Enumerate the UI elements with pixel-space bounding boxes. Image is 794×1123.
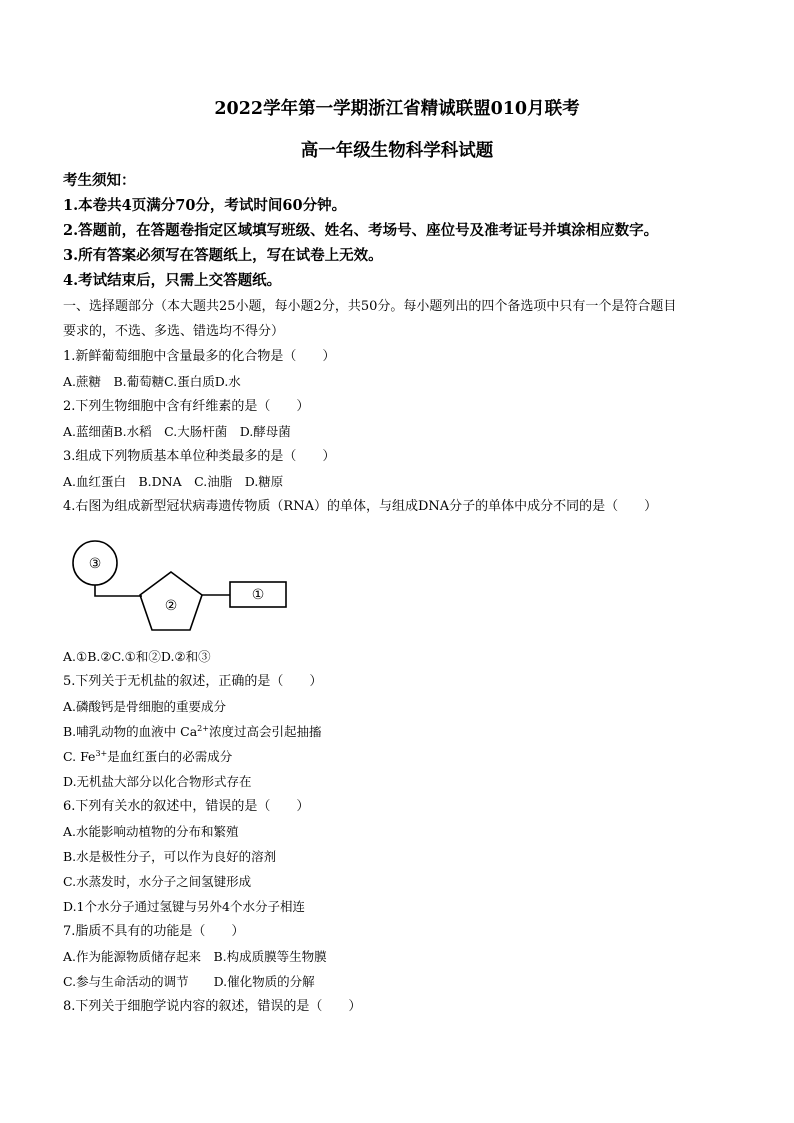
base-label: ① [251,587,265,603]
nucleotide-diagram [70,538,300,634]
q5-option-c-rest: 是血红蛋白的必需成分 [107,749,233,764]
q7-options-ab: A.作为能源物质储存起来 B.构成质膜等生物膜 [63,949,327,964]
pentose-label: ② [164,598,178,614]
q6-option-a: A.水能影响动植物的分布和繁殖 [63,824,239,839]
q5-option-c [63,748,232,766]
q6-stem: 6.下列有关水的叙述中，错误的是（ ） [63,799,310,814]
section-intro-line-2: 要求的，不选、多选、错选均不得分） [63,324,285,339]
q2-stem: 2.下列生物细胞中含有纤维素的是（ ） [63,399,310,414]
q7-options-cd: C.参与生命活动的调节 D.催化物质的分解 [63,974,315,989]
q6-option-c: C.水蒸发时，水分子之间氢键形成 [63,874,252,889]
q4-stem: 4.右图为组成新型冠状病毒遗传物质（RNA）的单体，与组成DNA分子的单体中成分不同的是（ ） [63,499,658,514]
q5-option-a: A.磷酸钙是骨细胞的重要成分 [63,699,227,714]
q5-option-b-rest: 浓度过高会引起抽搐 [208,724,322,739]
q1-options: A.蔗糖 B.葡萄糖C.蛋白质D.水 [63,374,241,389]
phosphate-sugar-bond [95,585,142,596]
q5-option-b-charge: 2+ [197,724,209,733]
notice-heading: 考生须知： [63,172,136,189]
exam-title: 2022学年第一学期浙江省精诚联盟010月联考 [214,99,580,119]
q6-option-b: B.水是极性分子，可以作为良好的溶剂 [63,849,277,864]
q7-stem: 7.脂质不具有的功能是（ ） [63,924,245,939]
q5-option-c-text: C. Fe [63,749,96,764]
q1-stem: 1.新鲜葡萄细胞中含量最多的化合物是（ ） [63,349,336,364]
q6-option-d: D.1个水分子通过氢键与另外4个水分子相连 [63,899,305,914]
q5-option-c-charge: 3+ [95,749,108,758]
q2-options: A.蓝细菌B.水稻 C.大肠杆菌 D.酵母菌 [63,424,291,439]
notice-item-4: 4.考试结束后，只需上交答题纸。 [63,272,282,289]
section-intro-line-1: 一、选择题部分（本大题共25小题，每小题2分，共50分。每小题列出的四个备选项中只有一个是符合题目 [63,299,677,314]
q5-option-b [63,723,321,741]
notice-item-3: 3.所有答案必须写在答题纸上，写在试卷上无效。 [63,247,383,264]
q5-option-d: D.无机盐大部分以化合物形式存在 [63,774,252,789]
phosphate-label: ③ [88,556,102,572]
notice-item-1: 1.本卷共4页满分70分，考试时间60分钟。 [63,197,347,214]
q5-option-b-text: B.哺乳动物的血液中 Ca [63,724,198,739]
q5-stem: 5.下列关于无机盐的叙述，正确的是（ ） [63,674,323,689]
q3-stem: 3.组成下列物质基本单位种类最多的是（ ） [63,449,336,464]
q3-options: A.血红蛋白 B.DNA C.油脂 D.糖原 [63,474,284,489]
exam-subtitle: 高一年级生物科学科试题 [300,141,494,161]
q4-options: A.①B.②C.①和②D.②和③ [63,649,211,664]
notice-item-2: 2.答题前，在答题卷指定区域填写班级、姓名、考场号、座位号及准考证号并填涂相应数字。 [63,222,659,239]
q8-stem: 8.下列关于细胞学说内容的叙述，错误的是（ ） [63,999,362,1014]
